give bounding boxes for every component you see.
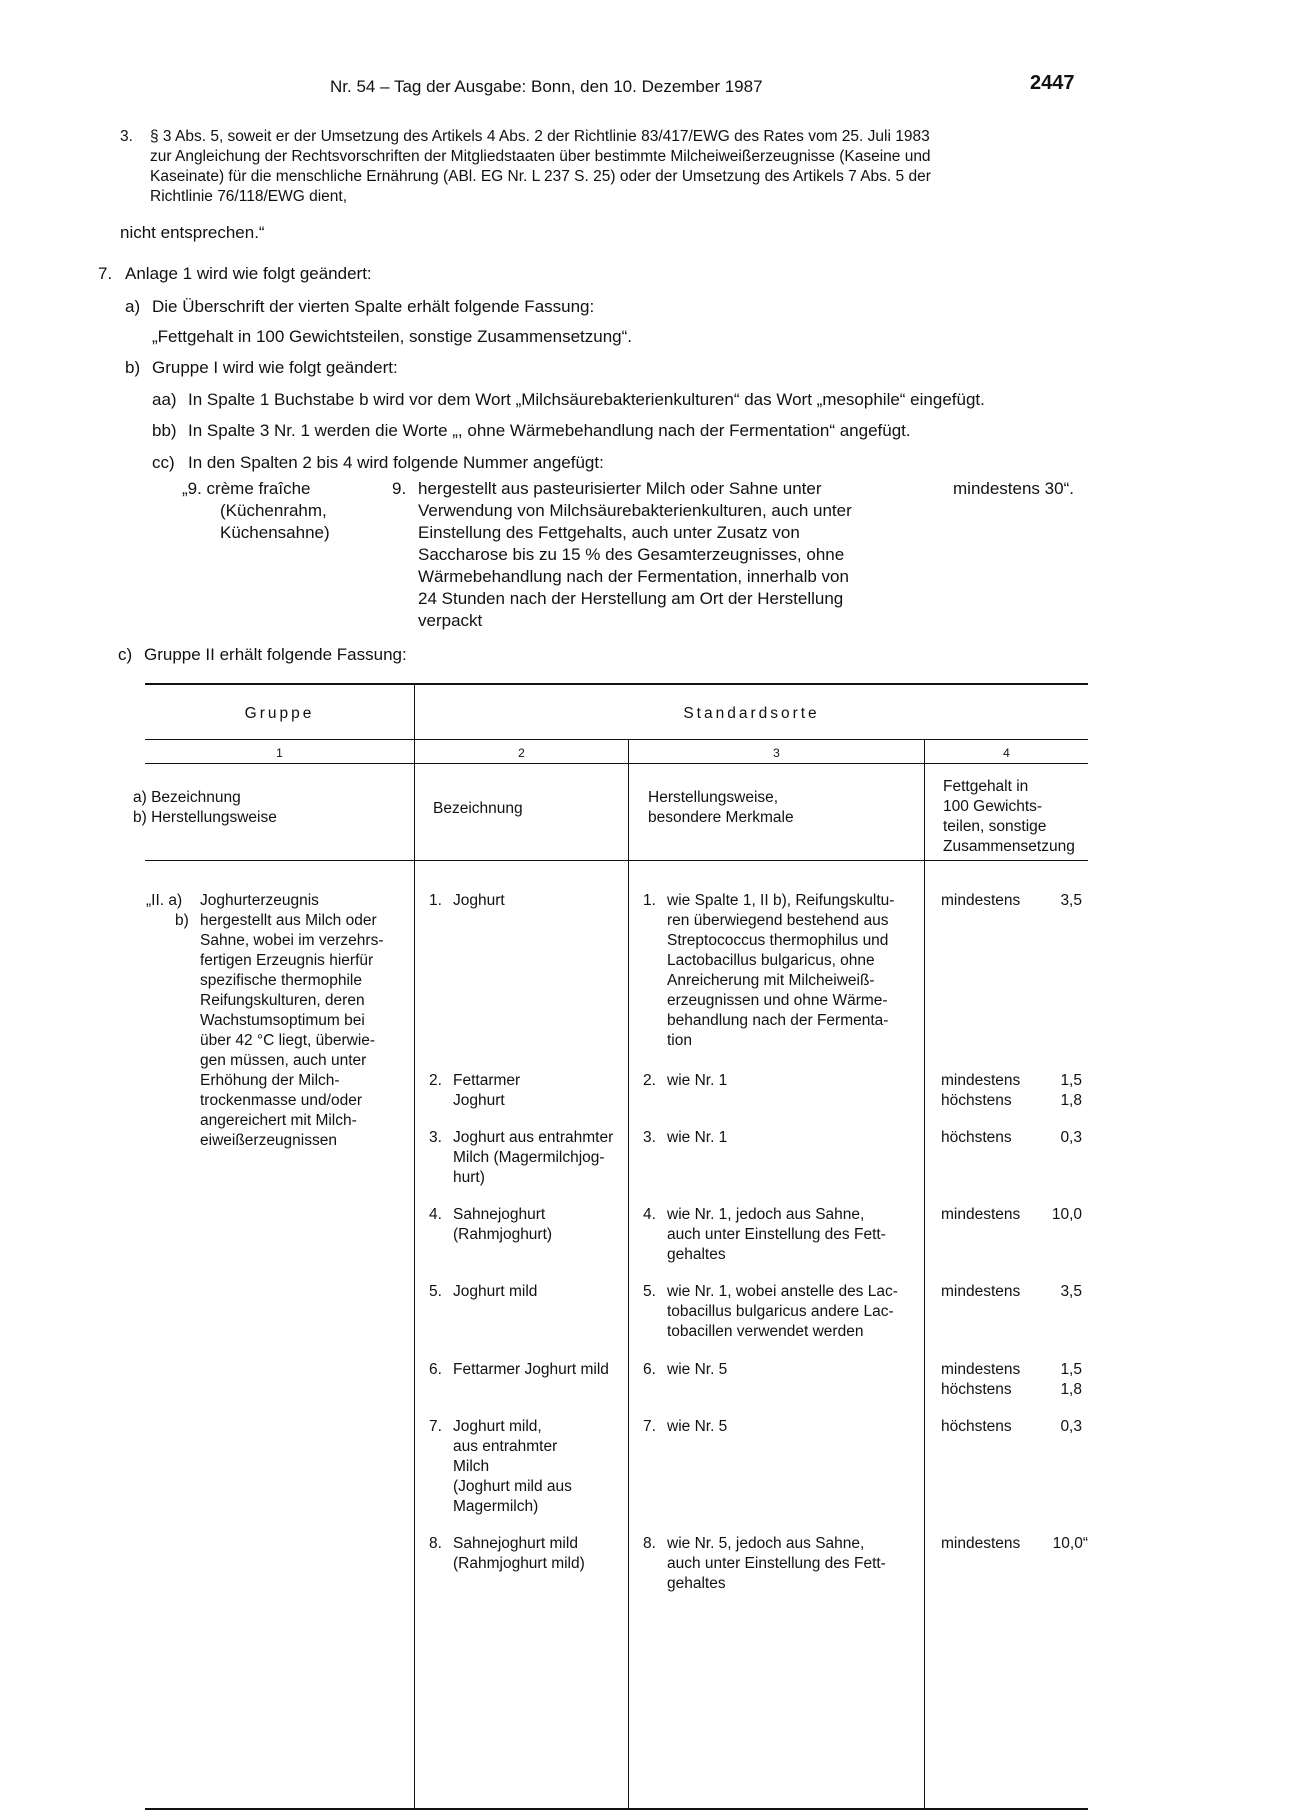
col-1-header-line: b) Herstellungsweise [133, 809, 277, 826]
row-method-line: gehaltes [667, 1575, 726, 1592]
item-7-text: Anlage 1 wird wie folgt geändert: [125, 264, 372, 283]
row-2-method-number: 2. [643, 1072, 656, 1089]
row-1-fat-label: mindestens [941, 892, 1021, 909]
row-7-method [667, 1417, 922, 1437]
fat-value: 1,5 [1060, 1072, 1082, 1089]
item-7a-label: a) [125, 297, 141, 316]
item-3-line: Richtlinie 76/118/EWG dient, [150, 188, 348, 205]
row-3-fat-value: 0,3 [1060, 1129, 1082, 1146]
group-b-line: fertigen Erzeugnis hierfür [200, 952, 374, 969]
row-method-line: behandlung nach der Fermenta- [667, 1012, 889, 1029]
row-name-line: Joghurt mild, [453, 1418, 542, 1435]
row-3-number: 3. [429, 1129, 442, 1146]
row-4-method-number: 4. [643, 1206, 656, 1223]
fat-value: 1,8 [1060, 1381, 1082, 1398]
row-7-number: 7. [429, 1418, 442, 1435]
col-4-header [943, 777, 1075, 857]
row-name-line: aus entrahmter [453, 1438, 558, 1455]
row-method-line: wie Nr. 1, wobei anstelle des Lac- [667, 1283, 898, 1300]
row-5-method-number: 5. [643, 1283, 656, 1300]
entry-9-description [418, 478, 903, 632]
row-name-line: hurt) [453, 1169, 485, 1186]
group-b-line: spezifische thermophile [200, 972, 362, 989]
row-name-line: Fettarmer [453, 1072, 521, 1089]
col-number-1: 1 [276, 746, 283, 760]
fat-label: höchstens [941, 1092, 1012, 1109]
row-5-method [667, 1282, 922, 1342]
row-3-method [667, 1128, 922, 1148]
page-number: 2447 [1030, 72, 1075, 94]
row-3-method-number: 3. [643, 1129, 656, 1146]
row-6-name [453, 1360, 625, 1380]
row-method-line: gehaltes [667, 1246, 726, 1263]
group-b-line: über 42 °C liegt, überwie- [200, 1032, 376, 1049]
item-3-line: zur Angleichung der Rechtsvorschriften der Mitgliedstaaten über bestimmte Milcheiweißerzeugnisse (Kaseine und [150, 148, 931, 165]
row-8-fat-label: mindestens [941, 1535, 1021, 1552]
row-method-line: Lactobacillus bulgaricus, ohne [667, 952, 875, 969]
row-method-line: Streptococcus thermophilus und [667, 932, 889, 949]
row-6-fat-values [1030, 1360, 1082, 1400]
row-method-line: tion [667, 1032, 692, 1049]
row-method-line: wie Spalte 1, II b), Reifungskultu- [667, 892, 895, 909]
group-b-line: hergestellt aus Milch oder [200, 912, 377, 929]
group-b-method [200, 911, 410, 1151]
fat-label: mindestens [941, 1361, 1021, 1378]
item-cc-label: cc) [152, 453, 175, 472]
row-1-name [453, 891, 625, 911]
item-7a-quote: „Fettgehalt in 100 Gewichtsteilen, sonstige Zusammensetzung“. [152, 327, 633, 346]
group-b-line: trockenmasse und/oder [200, 1092, 362, 1109]
item-bb-text: In Spalte 3 Nr. 1 werden die Worte „, ohne Wärmebehandlung nach der Fermentation“ angefügt. [188, 421, 911, 440]
row-2-fat-values [1030, 1071, 1082, 1111]
item-3-line: § 3 Abs. 5, soweit er der Umsetzung des Artikels 4 Abs. 2 der Richtlinie 83/417/EWG des Rates vom 25. Juli 1983 [150, 128, 930, 145]
col-3-header-line: Herstellungsweise, [648, 789, 779, 806]
item-7c-text: Gruppe II erhält folgende Fassung: [144, 645, 407, 664]
col-4-header-line: Fettgehalt in [943, 778, 1029, 795]
entry-9-desc-line: Wärmebehandlung nach der Fermentation, innerhalb von [418, 567, 849, 586]
table-top-rule [145, 683, 1088, 685]
col-3-header-line: besondere Merkmale [648, 809, 794, 826]
item-3-line: Kaseinate) für die menschliche Ernährung (ABl. EG Nr. L 237 S. 25) oder der Umsetzung des Artikels 7 Abs. 5 der [150, 168, 931, 185]
row-method-line: wie Nr. 5 [667, 1361, 728, 1378]
row-method-line: ren überwiegend bestehend aus [667, 912, 889, 929]
row-8-name [453, 1534, 625, 1574]
row-2-number: 2. [429, 1072, 442, 1089]
row-3-fat-label: höchstens [941, 1129, 1012, 1146]
group-b-label: b) [175, 912, 189, 929]
item-bb-label: bb) [152, 421, 177, 440]
row-method-line: auch unter Einstellung des Fett- [667, 1226, 886, 1243]
group-b-line: Reifungskulturen, deren [200, 992, 365, 1009]
row-4-name [453, 1205, 625, 1245]
row-6-method [667, 1360, 922, 1380]
row-method-line: auch unter Einstellung des Fett- [667, 1555, 886, 1572]
item-3-text [150, 127, 1090, 207]
row-name-line: (Rahmjoghurt) [453, 1226, 553, 1243]
row-6-number: 6. [429, 1361, 442, 1378]
table-number-rule [145, 763, 1088, 764]
gruppe-header: Gruppe [244, 705, 315, 722]
col-number-2: 2 [518, 746, 525, 760]
entry-9-desc-line: hergestellt aus pasteurisierter Milch oder Sahne unter [418, 479, 822, 498]
row-7-fat-label: höchstens [941, 1418, 1012, 1435]
item-7c-label: c) [118, 645, 133, 664]
item-7b-label: b) [125, 358, 141, 377]
col-4-header-line: Zusammensetzung [943, 838, 1075, 855]
col-1-header-line: a) Bezeichnung [133, 789, 241, 806]
standardsorte-header: Standardsorte [683, 705, 820, 722]
row-5-name [453, 1282, 625, 1302]
row-2-name [453, 1071, 625, 1111]
entry-9-fat-content: mindestens 30“. [953, 479, 1074, 498]
item-aa-text: In Spalte 1 Buchstabe b wird vor dem Wort „Milchsäurebakterienkulturen“ das Wort „mesophile“ eingefügt. [188, 390, 985, 409]
group-a-designation: Joghurterzeugnis [200, 892, 319, 909]
group-b-line: Wachstumsoptimum bei [200, 1012, 365, 1029]
row-5-fat-label: mindestens [941, 1283, 1021, 1300]
entry-9-desc-line: Saccharose bis zu 15 % des Gesamterzeugnisses, ohne [418, 545, 845, 564]
row-6-method-number: 6. [643, 1361, 656, 1378]
group-b-line: eiweißerzeugnissen [200, 1132, 337, 1149]
row-name-line: Fettarmer Joghurt mild [453, 1361, 609, 1378]
fat-value: 1,8 [1060, 1092, 1082, 1109]
entry-9-line: „9. crème fraîche [182, 479, 311, 498]
row-7-fat-value: 0,3 [1060, 1418, 1082, 1435]
col-number-4: 4 [1003, 746, 1010, 760]
row-name-line: (Rahmjoghurt mild) [453, 1555, 585, 1572]
row-method-line: Anreicherung mit Milcheiweiß- [667, 972, 875, 989]
entry-9-desc-line: verpackt [418, 611, 483, 630]
group-b-line: angereichert mit Milch- [200, 1112, 357, 1129]
fat-value: 1,5 [1060, 1361, 1082, 1378]
row-5-number: 5. [429, 1283, 442, 1300]
row-method-line: wie Nr. 5, jedoch aus Sahne, [667, 1535, 865, 1552]
col-4-header-line: teilen, sonstige [943, 818, 1047, 835]
entry-9-desc-line: Verwendung von Milchsäurebakterienkulturen, auch unter [418, 501, 852, 520]
table-divider-col-1 [414, 684, 415, 1809]
item-7a-text: Die Überschrift der vierten Spalte erhält folgende Fassung: [152, 297, 595, 316]
row-method-line: tobacillus bulgaricus andere Lac- [667, 1303, 894, 1320]
row-method-line: erzeugnissen und ohne Wärme- [667, 992, 888, 1009]
item-7b-text: Gruppe I wird wie folgt geändert: [152, 358, 398, 377]
row-name-line: Joghurt aus entrahmter [453, 1129, 614, 1146]
row-name-line: Joghurt [453, 892, 505, 909]
table-header-rule [145, 739, 1088, 740]
row-8-fat-value: 10,0“ [1052, 1535, 1088, 1552]
row-name-line: Magermilch) [453, 1498, 539, 1515]
entry-9-number: 9. [392, 479, 407, 498]
fat-label: höchstens [941, 1381, 1012, 1398]
row-name-line: Sahnejoghurt mild [453, 1535, 578, 1552]
item-3-number: 3. [120, 128, 133, 145]
row-name-line: Joghurt [453, 1092, 505, 1109]
row-name-line: Milch (Magermilchjog- [453, 1149, 605, 1166]
row-5-fat-value: 3,5 [1060, 1283, 1082, 1300]
entry-9-desc-line: Einstellung des Fettgehalts, auch unter Zusatz von [418, 523, 800, 542]
page-header-issue: Nr. 54 – Tag der Ausgabe: Bonn, den 10. Dezember 1987 [330, 77, 763, 96]
row-method-line: wie Nr. 5 [667, 1418, 728, 1435]
row-7-name [453, 1417, 625, 1517]
row-4-fat-value: 10,0 [1051, 1206, 1082, 1223]
table-divider-col-2 [628, 739, 629, 1809]
row-name-line: (Joghurt mild aus [453, 1478, 572, 1495]
row-4-number: 4. [429, 1206, 442, 1223]
row-method-line: wie Nr. 1 [667, 1072, 728, 1089]
entry-9-designation [182, 478, 362, 544]
item-3-closing: nicht entsprechen.“ [120, 223, 265, 242]
row-6-fat-labels [941, 1360, 1020, 1400]
col-2-header: Bezeichnung [433, 800, 523, 817]
row-3-name [453, 1128, 625, 1188]
row-name-line: Milch [453, 1458, 490, 1475]
col-1-header [133, 788, 277, 828]
entry-9-line: (Küchenrahm, [220, 501, 327, 520]
entry-9-line: Küchensahne) [220, 523, 330, 542]
group-b-line: gen müssen, auch unter [200, 1052, 367, 1069]
row-1-method-number: 1. [643, 892, 656, 909]
row-4-method [667, 1205, 922, 1265]
col-number-3: 3 [773, 746, 780, 760]
row-method-line: wie Nr. 1 [667, 1129, 728, 1146]
row-1-fat-value: 3,5 [1060, 892, 1082, 909]
fat-label: mindestens [941, 1072, 1021, 1089]
row-name-line: Sahnejoghurt [453, 1206, 546, 1223]
row-1-method [667, 891, 922, 1051]
row-7-method-number: 7. [643, 1418, 656, 1435]
item-cc-text: In den Spalten 2 bis 4 wird folgende Nummer angefügt: [188, 453, 604, 472]
row-method-line: tobacillen verwendet werden [667, 1323, 864, 1340]
group-a-prefix: „II. a) [146, 892, 183, 909]
entry-9-desc-line: 24 Stunden nach der Herstellung am Ort der Herstellung [418, 589, 844, 608]
group-b-line: Erhöhung der Milch- [200, 1072, 340, 1089]
col-3-header [648, 788, 794, 828]
row-2-fat-labels [941, 1071, 1020, 1111]
row-8-number: 8. [429, 1535, 442, 1552]
item-aa-label: aa) [152, 390, 177, 409]
row-method-line: wie Nr. 1, jedoch aus Sahne, [667, 1206, 865, 1223]
row-1-number: 1. [429, 892, 442, 909]
row-2-method [667, 1071, 922, 1091]
group-b-line: Sahne, wobei im verzehrs- [200, 932, 384, 949]
row-8-method-number: 8. [643, 1535, 656, 1552]
row-name-line: Joghurt mild [453, 1283, 538, 1300]
col-4-header-line: 100 Gewichts- [943, 798, 1043, 815]
row-8-method [667, 1534, 922, 1594]
table-column-header-rule [145, 860, 1088, 861]
row-4-fat-label: mindestens [941, 1206, 1021, 1223]
item-7-number: 7. [98, 264, 113, 283]
table-divider-col-3 [924, 739, 925, 1809]
